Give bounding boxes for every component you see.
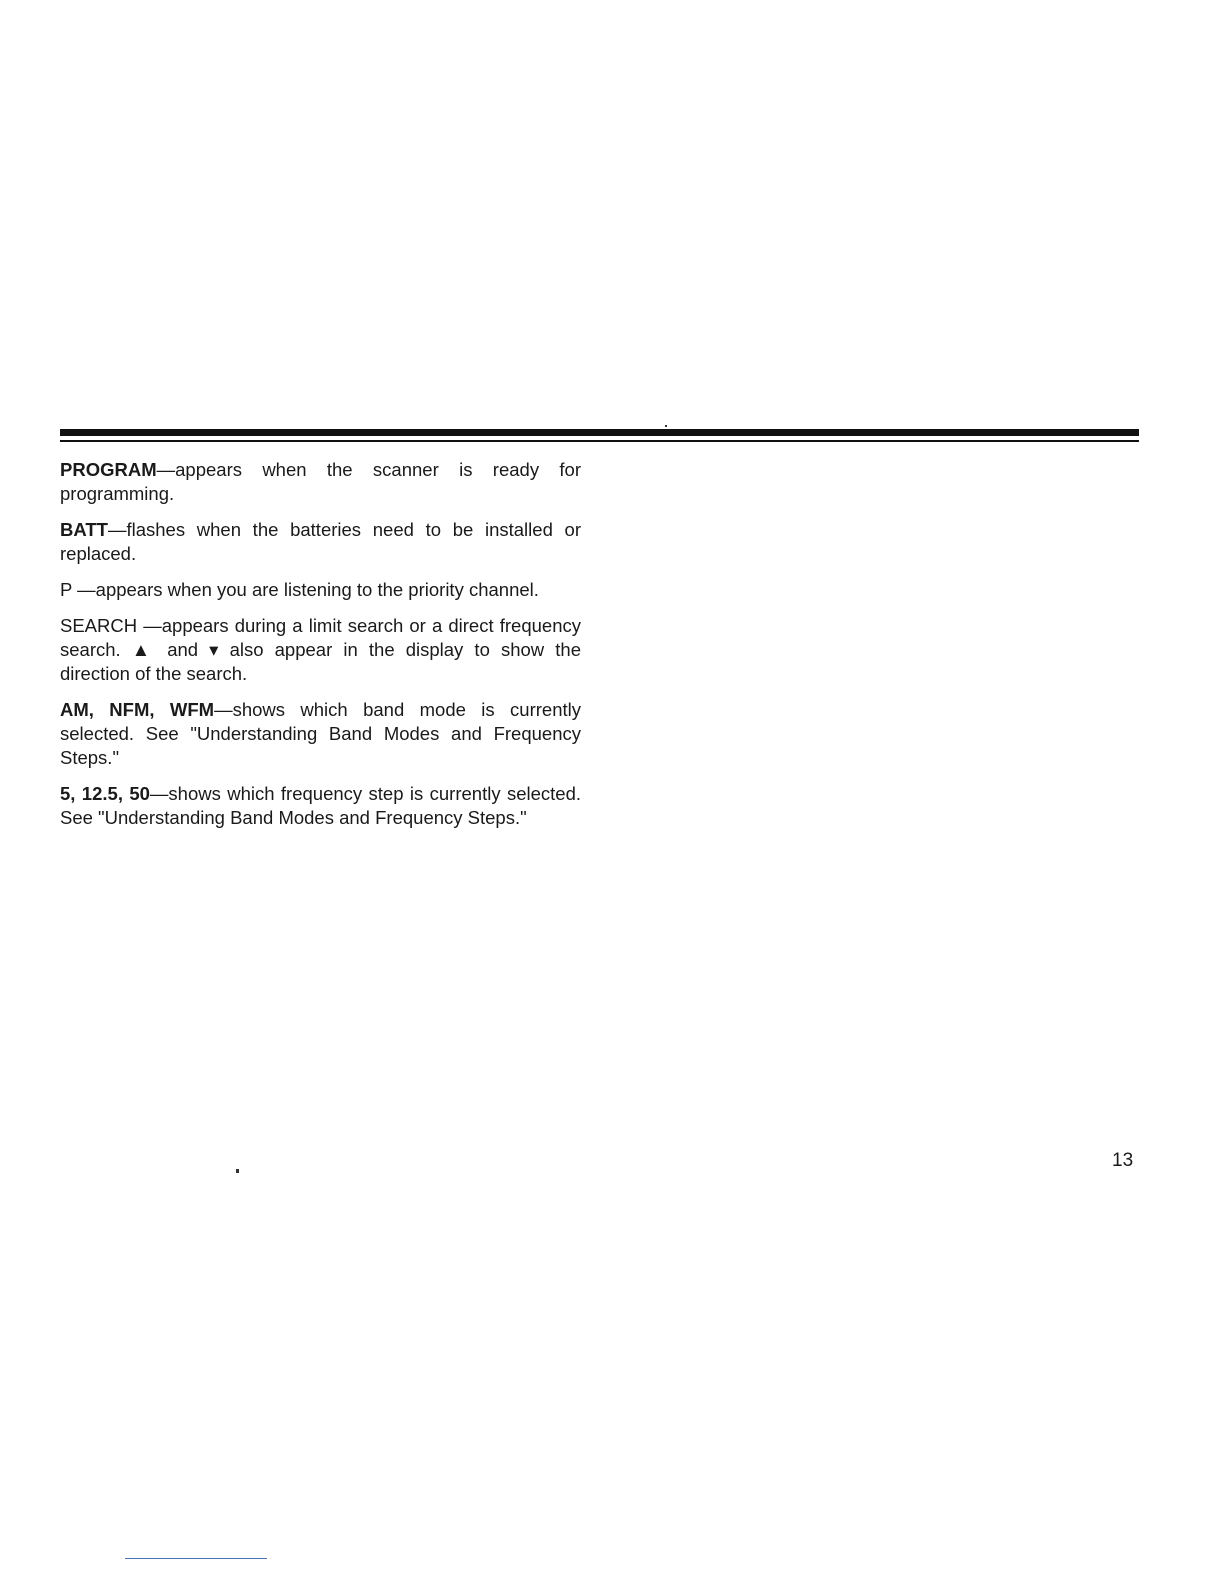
entry-batt [60, 518, 581, 566]
entry-search [60, 614, 581, 686]
header-rule-thick [60, 429, 1139, 436]
footer-underline-mark [125, 1558, 267, 1559]
entry-term: 5, 12.5, 50 [60, 783, 150, 804]
entry-term: SEARCH [60, 615, 138, 636]
entry-description: —appears when the scanner is ready for programming. [60, 459, 581, 504]
entry-term: BATT [60, 519, 108, 540]
header-rule-thin [60, 440, 1139, 442]
entry-term: P [60, 579, 73, 600]
page-number: 13 [1112, 1150, 1134, 1171]
entry-description: —shows which band mode is currently selected. See "Understanding Band Modes and Frequency Steps." [60, 699, 581, 768]
entry-term: PROGRAM [60, 459, 157, 480]
entry-description: —flashes when the batteries need to be installed or replaced. [60, 519, 581, 564]
display-indicator-list [60, 458, 581, 842]
scan-speck [236, 1169, 239, 1173]
entry-frequency-steps [60, 782, 581, 830]
scan-speck [665, 425, 667, 427]
entry-term: AM, NFM, WFM [60, 699, 215, 720]
entry-description: —appears when you are listening to the priority channel. [72, 579, 539, 600]
entry-description: —appears during a limit search or a direct frequency search. ▲ and ▾ also appear in the display to show the direction of the search. [60, 615, 581, 684]
entry-program [60, 458, 581, 506]
entry-description: —shows which frequency step is currently selected. See "Understanding Band Modes and Frequency Steps." [60, 783, 581, 828]
entry-priority [60, 578, 581, 602]
entry-band-modes [60, 698, 581, 770]
